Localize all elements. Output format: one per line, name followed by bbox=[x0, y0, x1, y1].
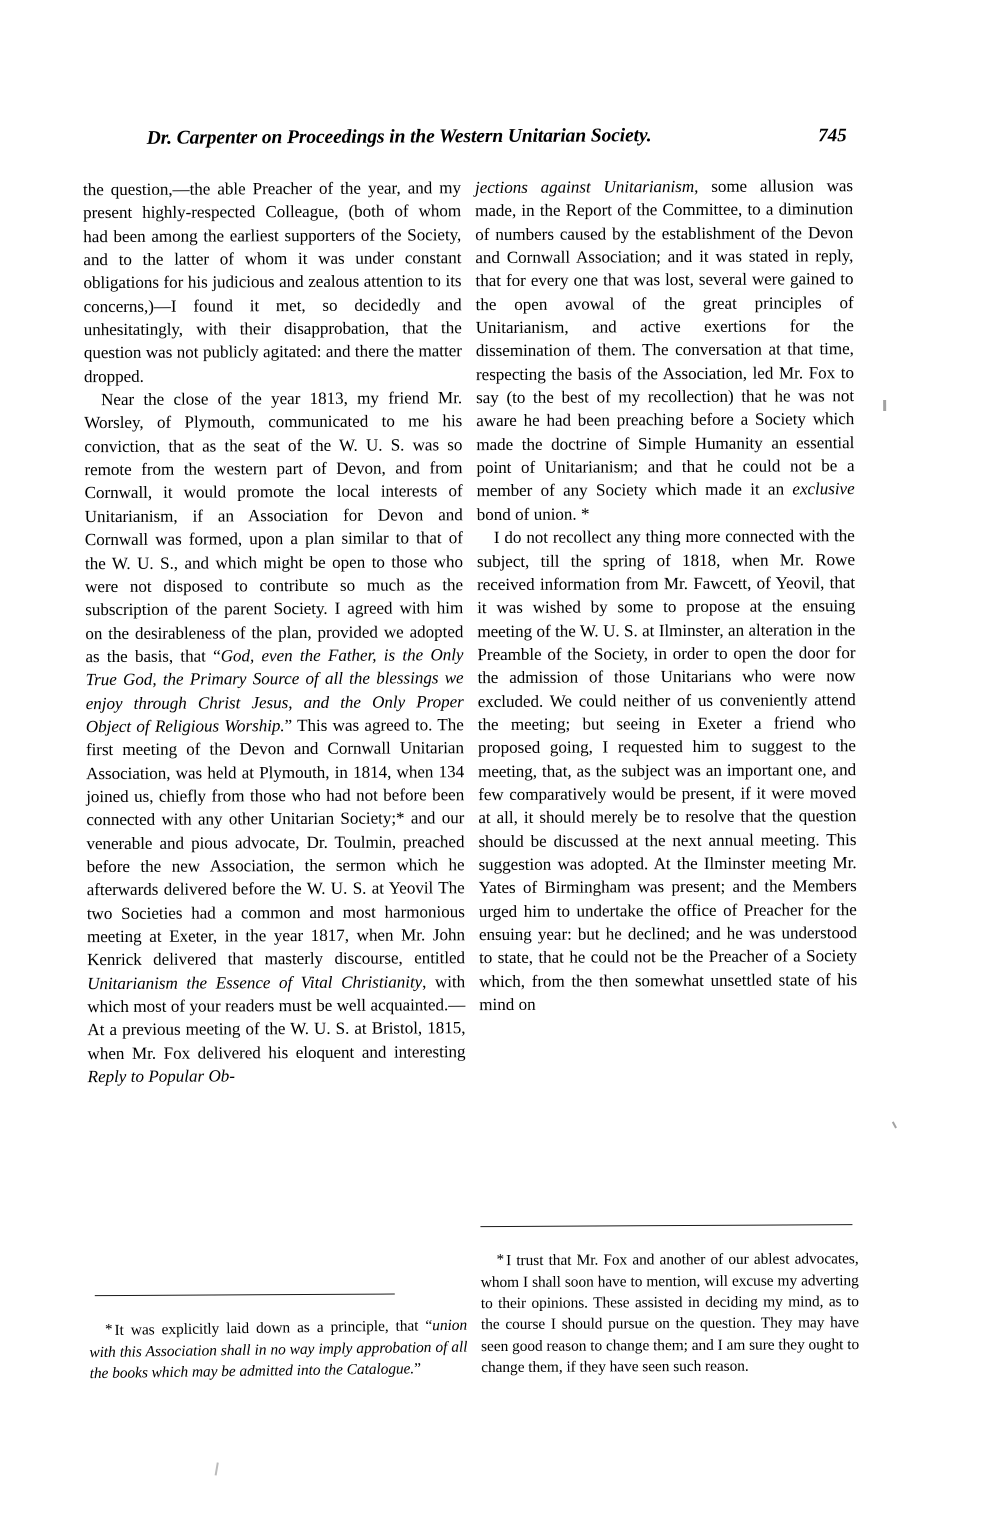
running-head bbox=[147, 124, 847, 154]
footnote-rule-left bbox=[95, 1294, 395, 1297]
footnote-left bbox=[89, 1315, 468, 1385]
page-number: 745 bbox=[818, 125, 847, 147]
body-text-right bbox=[475, 174, 857, 1016]
paragraph: I do not recollect any thing more connected with the subject, till the spring of 1818, when Mr. Rowe received information from Mr. Fawcett, of Yeovil, that it was wished by some to propose at the ensuing meeting of the W. U. S. at Ilminster, an alteration in the Preamble of the Society, in order to open the door for the admission of those Unitarians who were now excluded. We could neither of us conveniently attend the meeting; but seeing in Exeter a friend who proposed going, I requested him to suggest to the meeting, that, as the subject was an important one, and few comparatively would be present, if it were moved at all, it should merely be to resolve that the question should be discussed at the next annual meeting. This suggestion was adopted. At the Ilminster meeting Mr. Yates of Birmingham was present; and the Members urged him to undertake the office of Preacher for the ensuing year: but he declined; and he was understood to state, that he could not be the Preacher of a Society which, from the then somewhat unsettled state of his mind on bbox=[476, 526, 858, 1015]
footnote-text: * I trust that Mr. Fox and another of our ablest advocates, whom I shall soon have to mention, will excuse my adverting to their opinions. These assisted in deciding my mind, as to the course I should pursue on the question. They may have seen good reason to change them; and I am sure they ought to change them, if they have seen such reason. bbox=[480, 1250, 860, 1377]
scan-speck bbox=[883, 400, 886, 411]
scan-speck bbox=[892, 1121, 897, 1128]
paragraph: Near the close of the year 1813, my friend Mr. Worsley, of Plymouth, communicated to me his conviction, that as the seat of the W. U. S. was so remote from the western part of Devon, and from Cornwall, it would promote the local interests of Unitarianism, if an Association for Devon and Cornwall was formed, upon a plan similar to that of the W. U. S., and which might be open to those who were not disposed to contribute so much as the subscription of the parent Society. I agreed with him on the desirableness of the plan, provided we adopted as the basis, that “God, even the Father, is the Only True God, the Primary Source of all the blessings we enjoy through Christ Jesus, and the Only Proper Object of Religious Worship.” This was agreed to. The first meeting of the Devon and Cornwall Unitarian Association, was held at Plymouth, in 1814, when 134 joined us, chiefly from those who had not before been connected with any other Unitarian Society;* and our venerable and pious advocate, Dr. Toulmin, preached before the new Association, the sermon which he afterwards delivered before the W. U. S. at Yeovil The two Societies had a common and most harmonious meeting at Exeter, in the year 1817, when Mr. John Kenrick delivered that masterly discourse, entitled Unitarianism the Essence of Vital Christianity, with which most of your readers must be well acquainted.—At a previous meeting of the W. U. S. at Bristol, 1815, when Mr. Fox delivered his eloquent and interesting Reply to Popular Ob- bbox=[84, 388, 466, 1087]
body-text-left bbox=[83, 176, 466, 1088]
column-right bbox=[475, 174, 857, 1016]
footnote-text: * It was explicitly laid down as a principle, that “union with this Association shall in no way imply approbation of all the books which may be admitted into the Catalogue.” bbox=[89, 1316, 468, 1383]
paragraph: jections against Unitarianism, some allusion was made, in the Report of the Committee, to a diminution of numbers caused by the establishment of the Devon and Cornwall Association; and it was stated in reply, that for every one that was lost, several were gained to the open avowal of the great principles of Unitarianism, and active exertions for the dissemination of them. The conversation at that time, respecting the basis of the Association, led Mr. Fox to say (to the best of my recollection) that he was not aware he had been preaching before a Society which made the doctrine of Simple Humanity an essential point of Unitarianism; and that he could not be a member of any Society which made it an exclusive bond of union. * bbox=[474, 176, 855, 524]
column-left bbox=[83, 176, 466, 1088]
scan-speck bbox=[215, 1462, 219, 1475]
footnote-rule-right bbox=[480, 1224, 852, 1227]
paragraph: the question,—the able Preacher of the year, and my present highly-respected Colleague, (both of whom had been among the earliest supporters of the Society, and to the latter of whom it was under constant obligations for his judicious and zealous attention to its concerns,)—I found it met, so decidedly and unhesitatingly, with their disapprobation, that the question was not publicly agitated: and there the matter dropped. bbox=[82, 178, 462, 386]
running-head-title: Dr. Carpenter on Proceedings in the Western Unitarian Society. bbox=[146, 125, 652, 149]
footnote-right bbox=[481, 1248, 860, 1379]
